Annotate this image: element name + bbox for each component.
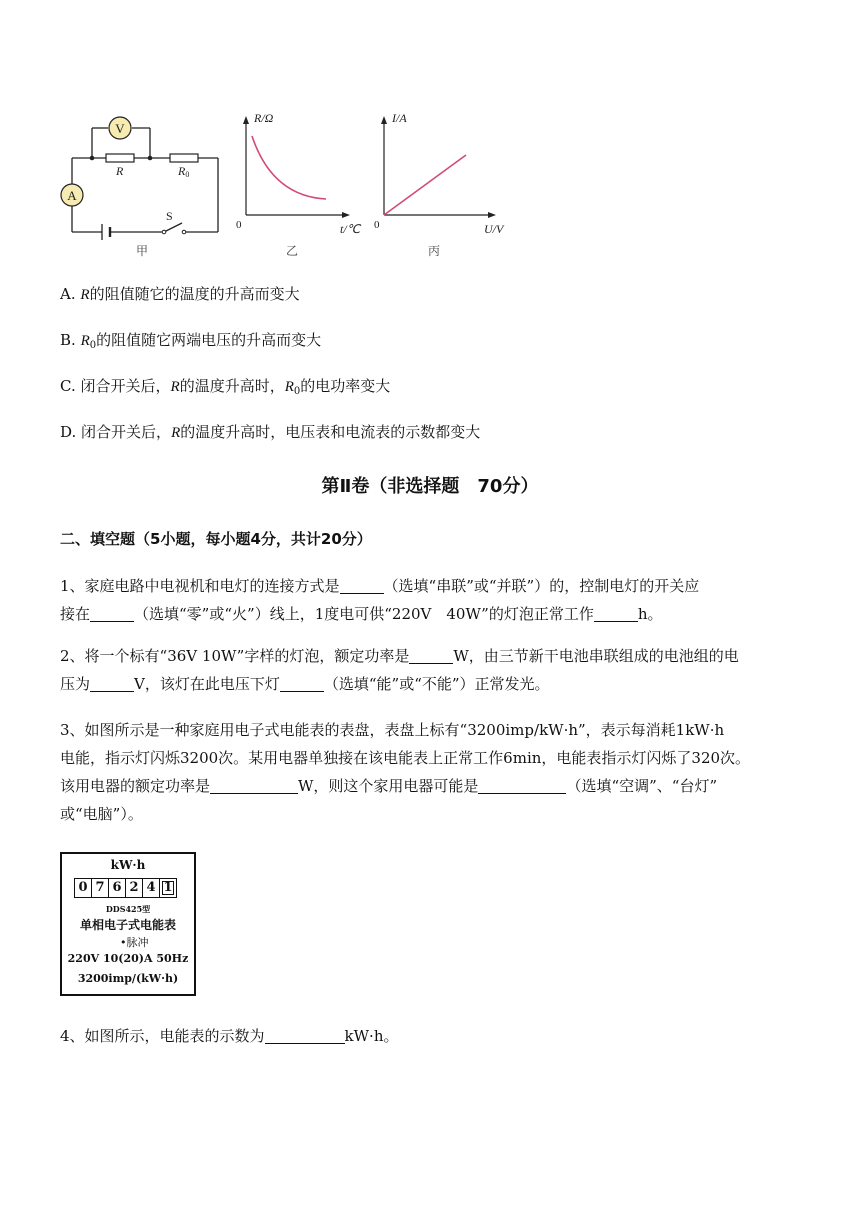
option-b-var: R (80, 333, 90, 349)
resistor-r0-label: R0 (178, 164, 190, 179)
question-2 (60, 642, 820, 698)
q2-text-a: 2、将一个标有“36V 10W”字样的灯泡，额定功率是 (60, 647, 410, 665)
meter-rating: 220V 10(20)A 50Hz (67, 952, 189, 965)
graph-c-ylabel: I/A (392, 111, 407, 125)
q4-text-b: kW·h。 (344, 1027, 399, 1045)
option-c-mid: 的温度升高时， (179, 377, 285, 395)
caption-jia: 甲 (135, 244, 149, 258)
q3-text-b: W，则这个家用电器可能是 (298, 777, 479, 795)
q2-text-c: 压为 (60, 675, 91, 693)
question-4 (60, 1022, 820, 1050)
option-c-pre: 闭合开关后， (80, 377, 171, 395)
q1-text-e: h。 (637, 605, 663, 623)
graph-b-origin: 0 (236, 219, 242, 231)
question-3 (60, 716, 820, 828)
q2-text-e: （选填“能”或“不能”）正常发光。 (323, 675, 550, 693)
switch-label: S (166, 209, 173, 223)
meter-digit: 0 (75, 879, 92, 897)
question-2-line-2 (60, 670, 820, 698)
option-d-pre: 闭合开关后， (81, 423, 172, 441)
circuit-diagram (72, 128, 218, 240)
meter-pulse: •脉冲 (120, 936, 149, 949)
meter-unit: kW·h (110, 858, 146, 872)
q1-text-a: 1、家庭电路中电视机和电灯的连接方式是 (60, 577, 340, 595)
q4-blank-1[interactable] (265, 1025, 345, 1044)
caption-bing: 丙 (427, 244, 441, 258)
arrow-icon (243, 116, 249, 124)
resistor-r-label: R (116, 164, 124, 178)
meter-digits (74, 878, 177, 898)
question-1-line-1 (60, 572, 820, 600)
resistor-r (106, 154, 134, 162)
q2-text-d: V，该灯在此电压下灯 (134, 675, 280, 693)
option-b-prefix: B. (60, 331, 76, 349)
question-3-line-1: 3、如图所示是一种家庭用电子式电能表的表盘，表盘上标有“3200imp/kW·h”，表示每消耗1kW·h (60, 721, 725, 739)
junction-dot (148, 156, 153, 161)
arrow-icon (342, 212, 350, 218)
q2-blank-3[interactable] (280, 673, 324, 692)
arrow-icon (381, 116, 387, 124)
q1-text-c: 接在 (60, 605, 91, 623)
option-c (60, 376, 390, 402)
energy-meter (60, 852, 196, 996)
section-title: 二、填空题（5小题，每小题4分，共计20分） (60, 530, 372, 548)
option-c-text: 的电功率变大 (300, 377, 391, 395)
meter-digit: 2 (126, 879, 143, 897)
question-1 (60, 572, 820, 628)
part-title: 第Ⅱ卷（非选择题 70分） (321, 476, 539, 497)
option-b-sub: 0 (89, 340, 97, 351)
junction-dot (90, 156, 95, 161)
option-d (60, 422, 480, 443)
q4-text-a: 4、如图所示，电能表的示数为 (60, 1027, 265, 1045)
graph-c-origin: 0 (374, 219, 380, 231)
q1-text-d: （选填“零”或“火”）线上，1度电可供“220V 40W”的灯泡正常工作 (134, 605, 594, 623)
q1-text-b: （选填“串联”或“并联”）的，控制电灯的开关应 (383, 577, 700, 595)
graph-c (384, 120, 492, 215)
option-d-prefix: D. (60, 423, 77, 441)
question-1-line-2 (60, 600, 820, 628)
graph-b-xlabel: t/℃ (340, 222, 361, 236)
q1-blank-1[interactable] (340, 575, 384, 594)
caption-yi: 乙 (285, 244, 299, 258)
question-2-line-1 (60, 642, 820, 670)
option-c-var2: R (284, 379, 294, 395)
option-d-var: R (171, 425, 181, 441)
meter-digit: 7 (92, 879, 109, 897)
graph-c-xlabel: U/V (484, 222, 504, 236)
switch-contact (182, 230, 186, 234)
option-b (60, 330, 321, 356)
option-d-text: 的温度升高时，电压表和电流表的示数都变大 (180, 423, 481, 441)
option-a-prefix: A. (60, 285, 76, 303)
figures-strip (50, 100, 530, 262)
ammeter-label: A (67, 188, 77, 203)
option-a-var: R (80, 287, 90, 303)
q3-text-a: 该用电器的额定功率是 (60, 777, 211, 795)
graph-c-line (384, 155, 466, 215)
q3-blank-2[interactable] (478, 775, 566, 794)
resistor-r0 (170, 154, 198, 162)
meter-constant: 3200imp/(kW·h) (77, 972, 179, 985)
graph-b-ylabel: R/Ω (254, 111, 274, 125)
option-c-sub2: 0 (293, 386, 301, 397)
q2-blank-1[interactable] (409, 645, 453, 664)
meter-digit: 6 (109, 879, 126, 897)
switch-contact (162, 230, 166, 234)
q1-blank-2[interactable] (90, 603, 134, 622)
option-c-var: R (170, 379, 180, 395)
option-a-text: 的阻值随它的温度的升高而变大 (89, 285, 300, 303)
meter-model: DDS425型 (105, 904, 151, 914)
q2-text-b: W，由三节新干电池串联组成的电池组的电 (453, 647, 739, 665)
question-3-line-2: 电能，指示灯闪烁3200次。某用电器单独接在该电能表上正常工作6min，电能表指示灯闪烁了320次。 (60, 749, 751, 767)
voltmeter-label: V (115, 121, 125, 136)
q2-blank-2[interactable] (90, 673, 134, 692)
question-3-line-3 (60, 772, 820, 800)
q3-text-c: （选填“空调”、“台灯” (566, 777, 718, 795)
graph-b (246, 120, 346, 215)
question-3-line-4: 或“电脑”）。 (60, 805, 143, 823)
q1-blank-3[interactable] (594, 603, 638, 622)
meter-digit-decimal: 1 (160, 879, 176, 897)
meter-name: 单相电子式电能表 (79, 918, 176, 932)
graph-b-curve (252, 136, 326, 199)
option-b-text: 的阻值随它两端电压的升高而变大 (96, 331, 322, 349)
option-c-prefix: C. (60, 377, 76, 395)
arrow-icon (488, 212, 496, 218)
q3-blank-1[interactable] (210, 775, 298, 794)
option-a (60, 284, 300, 305)
meter-digit: 4 (143, 879, 160, 897)
